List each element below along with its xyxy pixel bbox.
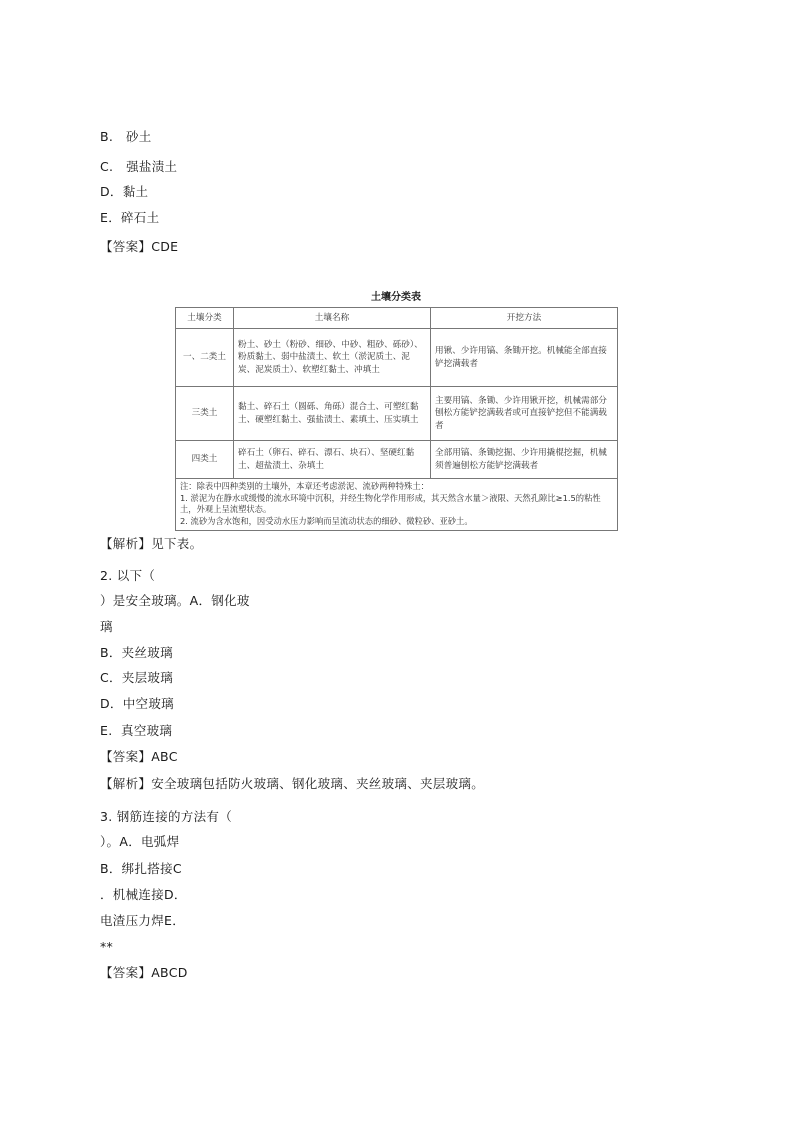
q2-analysis: 【解析】安全玻璃包括防火玻璃、钢化玻璃、夹丝玻璃、夹层玻璃。 [100, 776, 485, 791]
q3-line-4: ．机械连接D． [100, 887, 187, 902]
q3-line-5: 电渣压力焊E． [100, 913, 185, 928]
q2-answer: 【答案】ABC [100, 749, 178, 764]
q2-stem-line-1: 2. 以下（ [100, 568, 156, 583]
table-note-item: 2. 流砂为含水饱和，因受动水压力影响而呈流动状态的细砂、微粒砂、亚砂土。 [180, 515, 473, 526]
table-cell-names: 粉土、砂土（粉砂、细砂、中砂、粗砂、砾砂）、粉质黏土、弱中盐渍土、软土（淤泥质土、泥炭、泥炭质土）、软塑红黏土、冲填土 [234, 329, 431, 387]
q1-option-c: C. 强盐渍土 [100, 159, 178, 174]
table-cell-method: 全部用镐、条锄挖掘、少许用撬棍挖掘，机械须普遍刨松方能铲挖满载者 [431, 441, 618, 479]
table-note-item: 1. 淤泥为在静水或缓慢的流水环境中沉积，并经生物化学作用形成，其天然含水量＞液限、天然孔隙比≥1.5的粘性土，外观上呈流塑状态。 [180, 492, 601, 514]
q1-option-d: D．黏土 [100, 184, 149, 199]
table-header: 土壤分类 [176, 308, 234, 329]
table-header-row [176, 308, 618, 329]
q1-option-b: B. 砂土 [100, 129, 152, 144]
table-row [176, 329, 618, 387]
table-cell-category: 三类土 [176, 387, 234, 441]
q1-option-e: E．碎石土 [100, 210, 160, 225]
q2-option-d: D．中空玻璃 [100, 696, 174, 711]
table-cell-method: 主要用镐、条锄、少许用锹开挖，机械需部分刨松方能铲挖满载者或可直接铲挖但不能满载者 [431, 387, 618, 441]
table-cell-names: 碎石土（卵石、碎石、漂石、块石）、坚硬红黏土、超盐渍土、杂填土 [234, 441, 431, 479]
table-note-title: 注：除表中四种类别的土壤外，本章还考虑淤泥、流砂两种特殊土： [180, 481, 429, 491]
table-row [176, 441, 618, 479]
q2-stem-line-3: 璃 [100, 619, 113, 634]
table-note-row [176, 479, 618, 531]
q2-stem-line-2: ）是安全玻璃。A．钢化玻 [100, 593, 250, 608]
q3-line-1: 3. 钢筋连接的方法有（ [100, 809, 232, 824]
table-cell-names: 黏土、碎石土（圆砾、角砾）混合土、可塑红黏土、硬塑红黏土、强盐渍土、素填土、压实填土 [234, 387, 431, 441]
table-cell-method: 用锹、少许用镐、条锄开挖。机械能全部直接铲挖满载者 [431, 329, 618, 387]
q3-line-3: B．绑扎搭接C [100, 861, 182, 876]
q3-line-2: ）。A．电弧焊 [100, 834, 180, 849]
q1-answer: 【答案】CDE [100, 239, 179, 254]
soil-table-title: 土壤分类表 [371, 292, 421, 303]
q3-line-6: ** [100, 939, 114, 954]
q2-option-c: C．夹层玻璃 [100, 670, 174, 685]
soil-classification-table [175, 307, 618, 531]
q1-analysis: 【解析】见下表。 [100, 536, 203, 551]
q2-option-b: B．夹丝玻璃 [100, 645, 173, 660]
table-cell-category: 一、二类土 [176, 329, 234, 387]
table-header: 开挖方法 [431, 308, 618, 329]
q2-option-e: E. 真空玻璃 [100, 723, 173, 738]
table-cell-category: 四类土 [176, 441, 234, 479]
table-row [176, 387, 618, 441]
table-header: 土壤名称 [234, 308, 431, 329]
q3-answer: 【答案】ABCD [100, 965, 188, 980]
table-note-cell [176, 479, 618, 531]
